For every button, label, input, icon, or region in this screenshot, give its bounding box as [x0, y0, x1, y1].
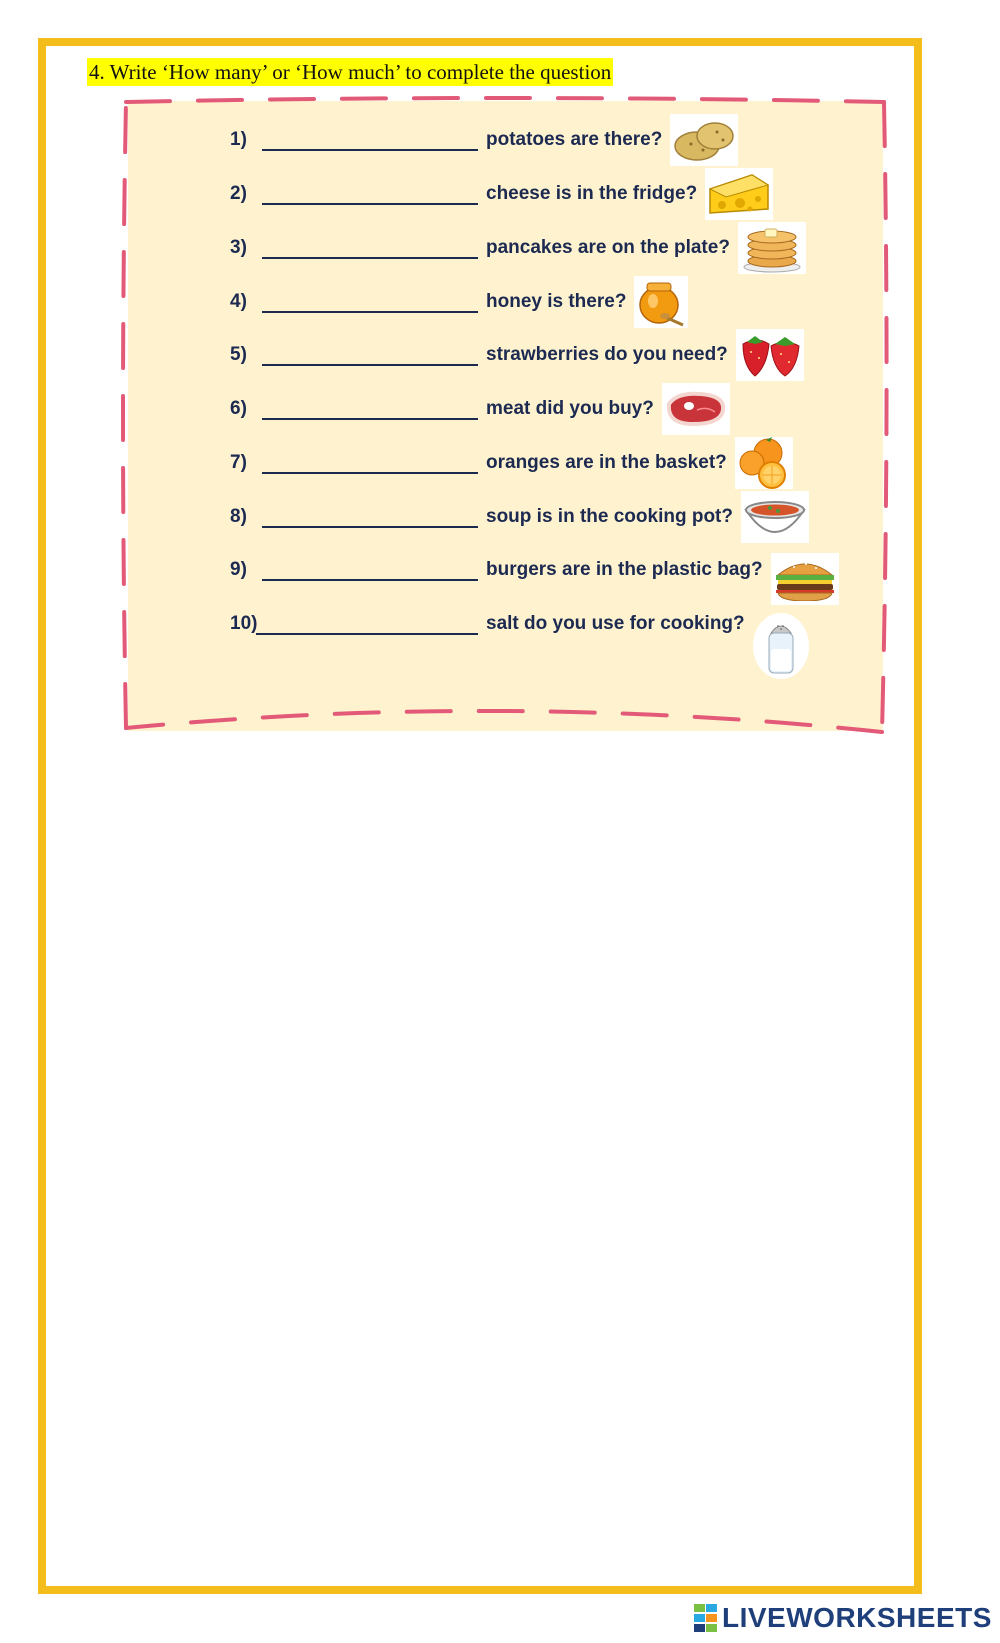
- question-number: 2): [230, 183, 247, 204]
- liveworksheets-logo: [694, 1602, 992, 1634]
- answer-input-4[interactable]: [262, 291, 482, 313]
- answer-blank[interactable]: [262, 398, 478, 420]
- answer-blank[interactable]: [262, 559, 478, 581]
- question-row-8: [230, 489, 809, 545]
- instruction-heading: 4. Write ‘How many’ or ‘How much’ to complete the question: [89, 60, 612, 84]
- question-row-6: [230, 381, 730, 437]
- question-row-1: [230, 112, 738, 168]
- question-text: meat did you buy?: [486, 398, 654, 419]
- question-text: honey is there?: [486, 291, 627, 312]
- question-number: 9): [230, 559, 247, 580]
- question-text: soup is in the cooking pot?: [486, 506, 733, 527]
- honey-pot-icon: [634, 276, 688, 328]
- brand-name: LIVEWORKSHEETS: [722, 1602, 992, 1633]
- answer-blank[interactable]: [262, 344, 478, 366]
- question-row-7: [230, 435, 793, 491]
- question-row-5: [230, 327, 804, 383]
- answer-input-7[interactable]: [262, 452, 482, 474]
- answer-blank[interactable]: [262, 291, 478, 313]
- brand-blocks-icon: [694, 1604, 718, 1632]
- answer-blank[interactable]: [262, 237, 478, 259]
- answer-input-2[interactable]: [262, 183, 482, 205]
- answer-input-3[interactable]: [262, 237, 482, 259]
- question-number: 3): [230, 237, 247, 258]
- question-text: burgers are in the plastic bag?: [486, 559, 763, 580]
- answer-blank[interactable]: [262, 452, 478, 474]
- question-row-9: [230, 542, 839, 598]
- question-number: 8): [230, 506, 247, 527]
- question-text: pancakes are on the plate?: [486, 237, 730, 258]
- strawberry-icon: [736, 329, 804, 381]
- cheese-icon: [705, 168, 773, 220]
- question-number: 1): [230, 129, 247, 150]
- answer-input-10[interactable]: [256, 613, 482, 635]
- question-text: potatoes are there?: [486, 129, 663, 150]
- potato-icon: [670, 114, 738, 166]
- question-row-2: [230, 166, 773, 222]
- pancakes-icon: [738, 222, 806, 274]
- steak-icon: [662, 383, 730, 435]
- answer-blank[interactable]: [262, 183, 478, 205]
- answer-input-6[interactable]: [262, 398, 482, 420]
- question-row-3: [230, 220, 806, 276]
- question-number: 10): [230, 613, 258, 634]
- answer-input-8[interactable]: [262, 506, 482, 528]
- question-number: 6): [230, 398, 247, 419]
- question-text: cheese is in the fridge?: [486, 183, 698, 204]
- answer-input-1[interactable]: [262, 129, 482, 151]
- salt-shaker-icon: [753, 613, 809, 679]
- answer-blank[interactable]: [262, 506, 478, 528]
- answer-blank[interactable]: [256, 613, 478, 635]
- question-number: 7): [230, 452, 247, 473]
- question-text: salt do you use for cooking?: [486, 613, 745, 634]
- answer-blank[interactable]: [262, 129, 478, 151]
- question-text: oranges are in the basket?: [486, 452, 727, 473]
- question-row-4: [230, 274, 688, 330]
- soup-bowl-icon: [741, 491, 809, 543]
- question-number: 5): [230, 344, 247, 365]
- answer-input-9[interactable]: [262, 559, 482, 581]
- question-number: 4): [230, 291, 247, 312]
- question-row-10: [230, 596, 809, 652]
- question-text: strawberries do you need?: [486, 344, 728, 365]
- orange-icon: [735, 437, 793, 489]
- answer-input-5[interactable]: [262, 344, 482, 366]
